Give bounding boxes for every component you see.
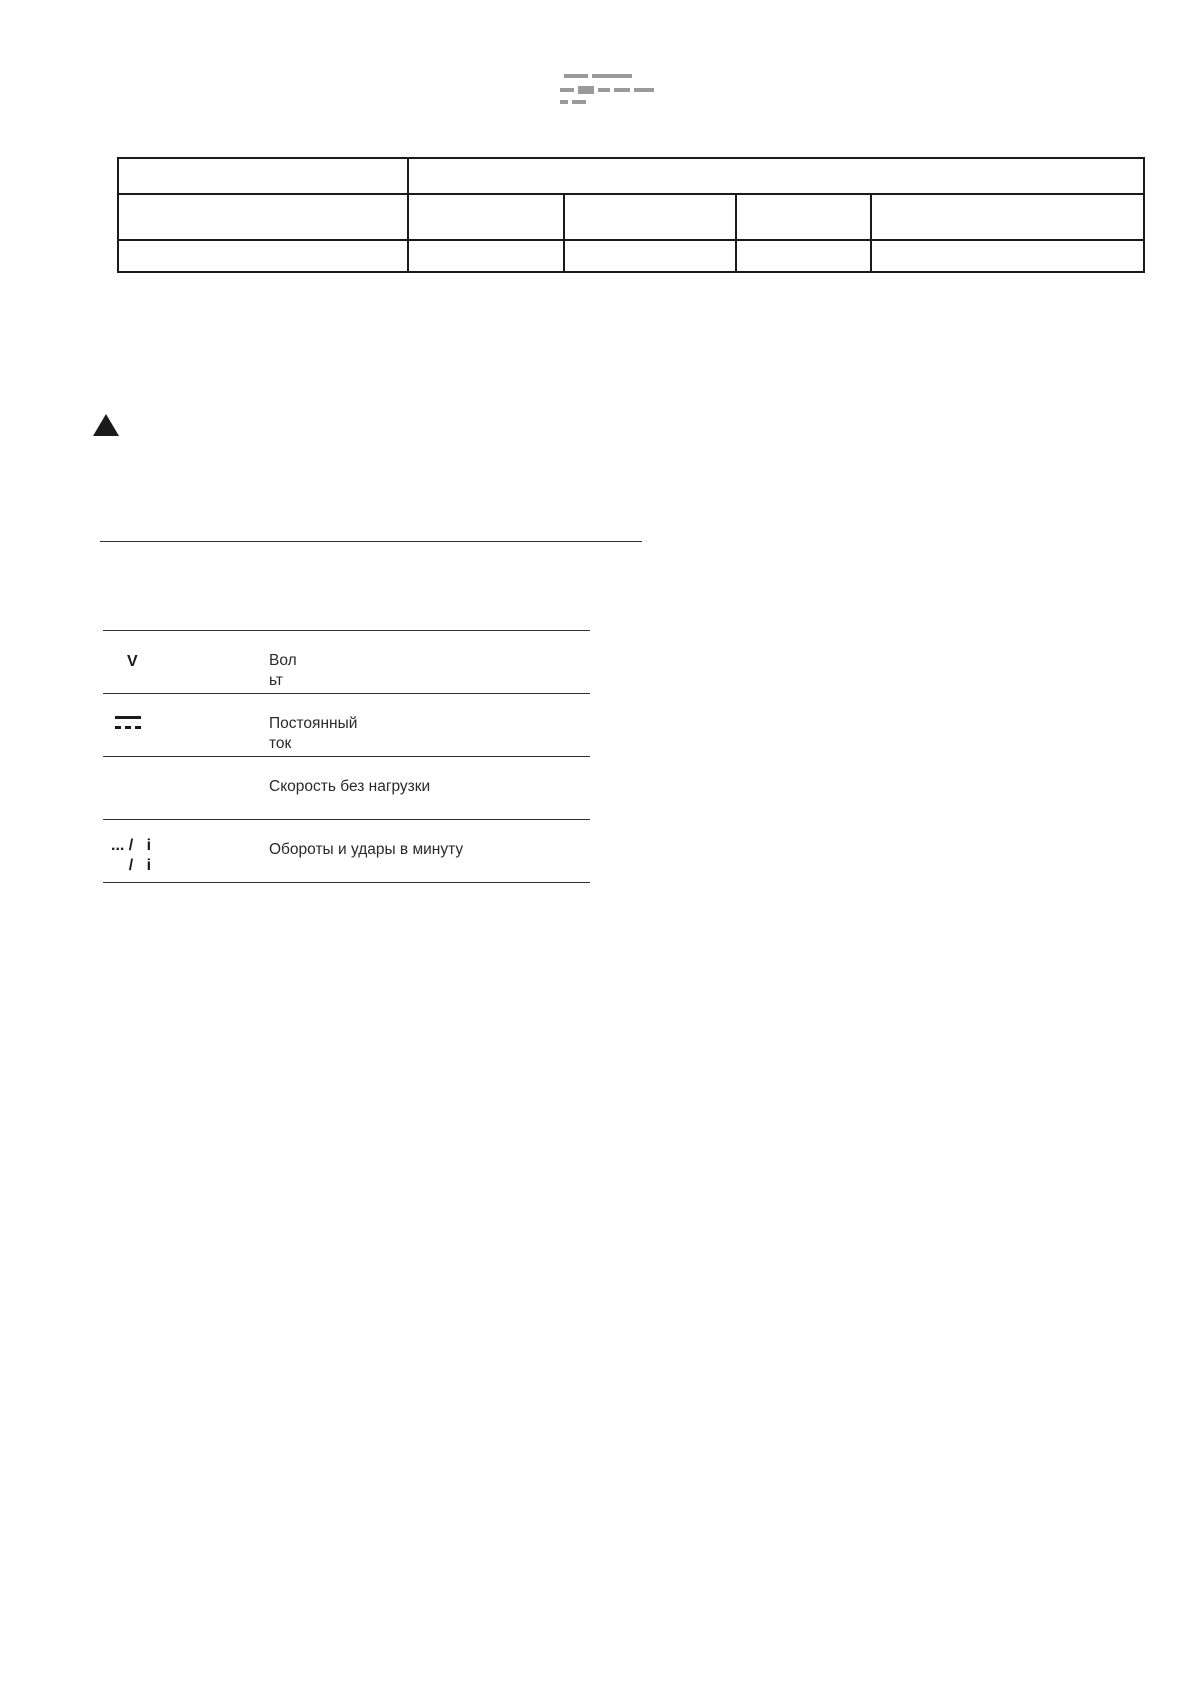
spec-cell [564,194,736,240]
warning-triangle-icon [93,414,119,436]
symbol-cell [103,820,243,882]
spec-cell [408,240,564,272]
rpm-ipm-symbol: ... / i / i [111,837,152,874]
symbol-cell [103,631,243,693]
symbol-description: Скорость без нагрузки [269,778,431,795]
section-divider [100,541,642,542]
spec-header-row [118,158,1144,194]
symbol-row-rpm-ipm [103,819,590,883]
spec-cell [118,194,408,240]
symbol-description: Обороты и удары в минуту [269,841,464,858]
dc-current-icon [115,716,141,730]
spec-cell [736,240,871,272]
symbol-row-volt [103,630,590,693]
spec-cell [408,194,564,240]
spec-cell [408,158,1144,194]
symbol-cell [103,694,243,756]
brand-logo [560,74,660,110]
spec-cell [871,240,1144,272]
spec-cell [871,194,1144,240]
symbol-cell [103,757,243,819]
volt-symbol: V [127,653,138,670]
spec-cell [736,194,871,240]
symbols-table [103,630,590,883]
spec-cell [118,158,408,194]
specifications-table [117,157,1145,273]
symbol-row-dc-current [103,693,590,756]
spec-cell [564,240,736,272]
symbol-description: Вол ьт [269,652,297,689]
symbol-row-no-load-speed [103,756,590,819]
spec-data-row [118,240,1144,272]
spec-subheader-row [118,194,1144,240]
spec-cell [118,240,408,272]
symbol-description: Постоянный ток [269,715,358,752]
